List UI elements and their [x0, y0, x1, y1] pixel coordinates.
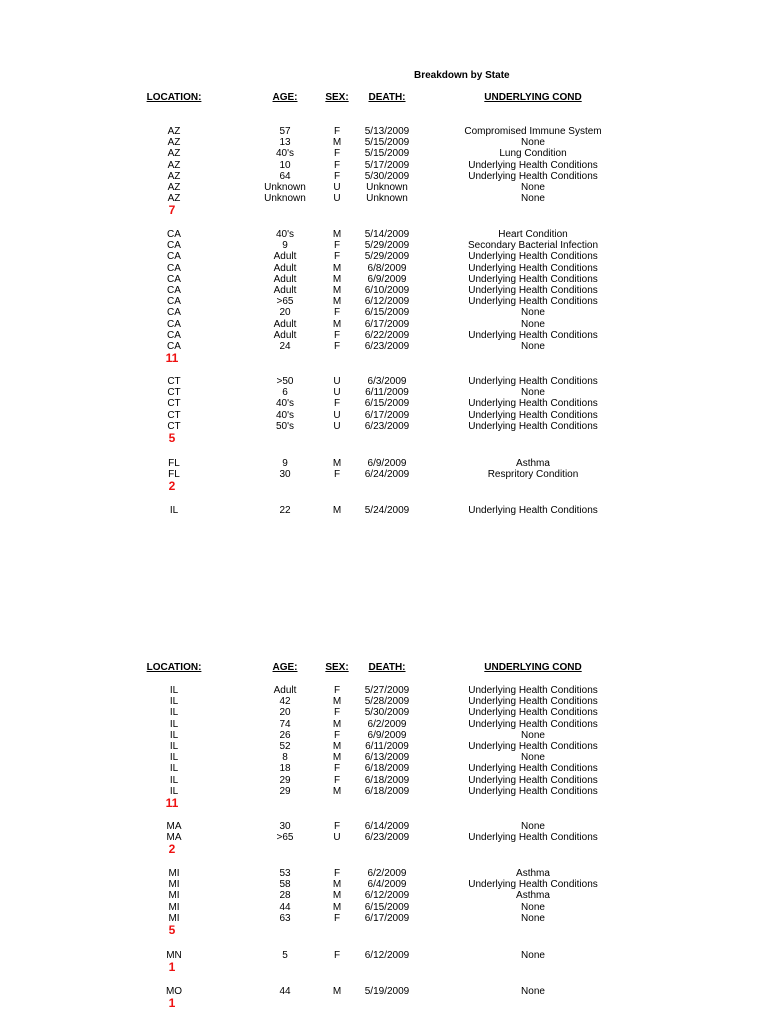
cell-condition: None [521, 821, 545, 832]
cell-condition: Underlying Health Conditions [468, 832, 598, 844]
cell-age: Adult [273, 251, 297, 263]
cell-sex: M [332, 285, 342, 296]
cell-death: 6/11/2009 [365, 387, 409, 399]
cell-sex: F [333, 251, 341, 263]
cell-age: Adult [273, 285, 297, 296]
cell-condition: None [521, 986, 545, 997]
cell-condition: Underlying Health Conditions [468, 718, 598, 730]
cell-sex: U [333, 420, 341, 432]
cell-location: CT [167, 398, 181, 410]
cell-age: 22 [279, 505, 291, 516]
cell-location: CT [167, 376, 181, 387]
cell-death: 6/12/2009 [364, 890, 410, 902]
cell-death: 6/23/2009 [364, 832, 410, 844]
cell-death: 6/9/2009 [367, 273, 407, 285]
cell-location: AZ [167, 148, 181, 160]
cell-condition: Underlying Health Conditions [468, 273, 598, 285]
cell-death: 5/27/2009 [364, 685, 410, 696]
cell-death: 6/12/2009 [364, 950, 410, 961]
cell-condition: None [521, 387, 545, 399]
cell-age: 40's [275, 398, 295, 410]
cell-condition: Underlying Health Conditions [468, 409, 598, 421]
cell-condition: Underlying Health Conditions [468, 774, 598, 786]
cell-location: CA [167, 229, 181, 240]
cell-condition: Lung Condition [499, 148, 567, 160]
column-header-sex: SEX: [325, 92, 349, 103]
cell-condition: None [521, 137, 545, 149]
cell-death: 5/28/2009 [364, 696, 410, 708]
cell-condition: None [521, 307, 545, 319]
cell-location: MN [166, 950, 182, 961]
cell-condition: Heart Condition [498, 229, 568, 240]
cell-location: MI [168, 890, 180, 902]
cell-death: 6/23/2009 [364, 420, 410, 432]
cell-age: Unknown [264, 193, 306, 205]
cell-sex: M [332, 296, 342, 308]
cell-location: IL [169, 729, 179, 741]
cell-sex: F [333, 707, 341, 719]
cell-condition: Asthma [516, 458, 550, 469]
cell-sex: U [333, 387, 341, 399]
cell-sex: F [333, 159, 341, 171]
cell-death: 6/11/2009 [365, 741, 409, 752]
column-header-sex: SEX: [325, 662, 349, 673]
cell-age: 63 [279, 912, 291, 924]
cell-location: CA [167, 251, 181, 263]
cell-condition: Underlying Health Conditions [468, 420, 598, 432]
cell-death: 6/18/2009 [364, 774, 410, 786]
cell-death: 6/4/2009 [367, 879, 407, 891]
cell-death: 6/15/2009 [364, 398, 410, 410]
cell-condition: None [521, 901, 545, 913]
cell-location: IL [169, 505, 179, 516]
cell-condition: Underlying Health Conditions [468, 763, 598, 775]
cell-death: 5/30/2009 [364, 170, 410, 182]
cell-sex: M [332, 718, 342, 730]
cell-location: MI [168, 912, 180, 924]
state-total-ca: 11 [165, 351, 179, 366]
column-header-age: AGE: [272, 92, 298, 103]
cell-condition: Underlying Health Conditions [468, 329, 598, 341]
cell-location: MA [166, 832, 182, 844]
cell-death: 5/15/2009 [364, 137, 410, 149]
cell-location: CA [167, 307, 181, 319]
cell-sex: F [333, 126, 341, 137]
cell-age: 58 [279, 879, 291, 891]
cell-location: CA [167, 285, 181, 296]
cell-location: IL [169, 718, 179, 730]
cell-sex: M [332, 879, 342, 891]
cell-death: 5/24/2009 [364, 505, 410, 516]
cell-age: >50 [276, 376, 294, 387]
state-total-mi: 5 [168, 923, 176, 937]
cell-condition: Underlying Health Conditions [468, 879, 598, 891]
cell-condition: Secondary Bacterial Infection [467, 240, 599, 252]
cell-age: 64 [279, 170, 291, 182]
cell-sex: U [333, 182, 341, 193]
state-total-fl: 2 [168, 479, 176, 494]
cell-sex: F [333, 685, 341, 696]
cell-location: MI [168, 868, 180, 879]
cell-sex: U [333, 193, 341, 205]
cell-death: 6/9/2009 [367, 729, 407, 741]
column-header-age: AGE: [272, 662, 298, 673]
cell-location: CT [167, 387, 181, 399]
cell-location: CA [167, 273, 181, 285]
cell-sex: M [332, 318, 342, 330]
cell-sex: F [333, 148, 341, 160]
cell-condition: Underlying Health Conditions [468, 296, 598, 308]
cell-death: 6/12/2009 [364, 296, 410, 308]
cell-age: Adult [273, 329, 297, 341]
cell-condition: Underlying Health Conditions [468, 376, 598, 387]
cell-death: 5/14/2009 [364, 229, 410, 240]
cell-condition: Underlying Health Conditions [468, 285, 598, 296]
cell-death: 6/13/2009 [364, 752, 410, 764]
cell-location: MO [165, 986, 183, 997]
cell-location: CT [167, 409, 181, 421]
cell-sex: F [333, 868, 341, 879]
cell-sex: M [332, 741, 342, 752]
cell-sex: U [333, 832, 341, 844]
cell-condition: None [521, 193, 545, 205]
column-header-death: DEATH: [368, 662, 406, 673]
cell-sex: M [332, 229, 342, 240]
cell-condition: Asthma [516, 868, 550, 879]
cell-sex: M [332, 137, 342, 149]
cell-age: 40's [275, 409, 295, 421]
column-header-location: LOCATION: [146, 92, 202, 103]
cell-death: 6/2/2009 [367, 868, 407, 879]
cell-sex: F [333, 170, 341, 182]
cell-sex: M [332, 458, 342, 469]
state-total-ma: 2 [168, 842, 176, 857]
cell-location: AZ [167, 170, 181, 182]
cell-location: CA [167, 341, 181, 352]
cell-age: Adult [273, 685, 297, 696]
cell-age: 30 [279, 469, 291, 481]
cell-sex: F [333, 469, 341, 481]
cell-condition: Underlying Health Conditions [468, 505, 598, 516]
cell-sex: U [333, 409, 341, 421]
cell-age: 8 [282, 752, 288, 764]
cell-location: AZ [167, 137, 181, 149]
cell-death: 5/29/2009 [364, 240, 410, 252]
cell-age: >65 [276, 832, 294, 844]
cell-age: 29 [279, 774, 291, 786]
cell-age: 13 [279, 137, 291, 149]
cell-location: IL [169, 741, 179, 752]
column-header-location: LOCATION: [146, 662, 202, 673]
cell-condition: Underlying Health Conditions [468, 262, 598, 274]
cell-age: 26 [279, 729, 291, 741]
cell-age: 6 [282, 387, 288, 399]
cell-age: 30 [279, 821, 291, 832]
cell-age: 40's [275, 148, 295, 160]
cell-sex: M [332, 696, 342, 708]
cell-age: 9 [282, 458, 288, 469]
cell-death: 6/17/2009 [364, 912, 410, 924]
cell-death: 5/13/2009 [364, 126, 410, 137]
cell-death: 6/23/2009 [364, 341, 410, 352]
cell-location: IL [169, 696, 179, 708]
state-total-mo: 1 [168, 996, 176, 1011]
cell-death: 5/29/2009 [364, 251, 410, 263]
cell-sex: M [332, 262, 342, 274]
cell-age: 20 [279, 707, 291, 719]
cell-location: CA [167, 329, 181, 341]
cell-condition: None [521, 182, 545, 193]
cell-location: CA [167, 318, 181, 330]
column-header-cond: UNDERLYING COND [484, 662, 582, 673]
state-total-mn: 1 [168, 960, 176, 975]
cell-age: 53 [279, 868, 291, 879]
cell-location: FL [168, 469, 180, 481]
state-total-il: 11 [165, 796, 179, 810]
cell-age: 10 [279, 159, 291, 171]
cell-death: 6/8/2009 [367, 262, 407, 274]
cell-condition: Underlying Health Conditions [468, 685, 598, 696]
cell-age: 9 [282, 240, 288, 252]
cell-sex: F [333, 307, 341, 319]
cell-condition: None [521, 341, 545, 352]
cell-location: IL [169, 707, 179, 719]
cell-death: 6/17/2009 [364, 318, 410, 330]
cell-death: 6/24/2009 [364, 469, 410, 481]
cell-age: 50's [275, 420, 295, 432]
cell-age: 44 [279, 901, 291, 913]
cell-location: IL [169, 774, 179, 786]
cell-death: 5/19/2009 [364, 986, 410, 997]
cell-location: IL [169, 763, 179, 775]
cell-sex: M [332, 890, 342, 902]
cell-condition: None [521, 912, 545, 924]
cell-death: Unknown [366, 182, 408, 193]
cell-sex: F [333, 763, 341, 775]
cell-location: IL [169, 685, 179, 696]
cell-death: 6/15/2009 [364, 307, 410, 319]
cell-age: Adult [273, 262, 297, 274]
cell-sex: F [333, 729, 341, 741]
cell-age: 24 [279, 341, 291, 352]
cell-sex: M [332, 752, 342, 764]
cell-sex: M [332, 785, 342, 797]
cell-death: 6/15/2009 [364, 901, 410, 913]
cell-death: Unknown [366, 193, 408, 205]
page-title: Breakdown by State [414, 70, 510, 81]
cell-age: 20 [279, 307, 291, 319]
cell-death: 6/22/2009 [364, 329, 410, 341]
cell-condition: Underlying Health Conditions [468, 696, 598, 708]
cell-condition: Respritory Condition [487, 469, 579, 481]
cell-location: FL [168, 458, 180, 469]
cell-condition: Underlying Health Conditions [468, 707, 598, 719]
cell-death: 5/15/2009 [364, 148, 410, 160]
cell-sex: M [332, 901, 342, 913]
cell-condition: Underlying Health Conditions [468, 398, 598, 410]
cell-death: 6/3/2009 [367, 376, 407, 387]
cell-location: MI [168, 879, 180, 891]
cell-age: Adult [273, 318, 297, 330]
cell-sex: M [332, 986, 342, 997]
cell-condition: None [521, 752, 545, 764]
cell-location: IL [169, 785, 179, 797]
cell-location: MI [168, 901, 180, 913]
cell-condition: Underlying Health Conditions [468, 170, 598, 182]
cell-age: 42 [279, 696, 291, 708]
cell-age: 18 [279, 763, 291, 775]
cell-condition: Underlying Health Conditions [468, 785, 598, 797]
cell-location: AZ [167, 126, 181, 137]
cell-sex: F [333, 398, 341, 410]
state-total-az: 7 [168, 203, 176, 218]
cell-sex: F [333, 821, 341, 832]
cell-age: Adult [273, 273, 297, 285]
cell-age: Unknown [264, 182, 306, 193]
cell-sex: F [333, 329, 341, 341]
cell-condition: Underlying Health Conditions [468, 159, 598, 171]
cell-sex: F [333, 240, 341, 252]
cell-condition: Asthma [516, 890, 550, 902]
cell-condition: None [521, 729, 545, 741]
cell-sex: F [333, 950, 341, 961]
column-header-death: DEATH: [368, 92, 406, 103]
cell-age: 40's [275, 229, 295, 240]
cell-death: 6/18/2009 [364, 763, 410, 775]
cell-location: AZ [167, 182, 181, 193]
cell-age: 29 [279, 785, 291, 797]
cell-location: MA [166, 821, 182, 832]
cell-condition: Underlying Health Conditions [468, 741, 598, 752]
cell-death: 5/30/2009 [364, 707, 410, 719]
cell-sex: F [333, 341, 341, 352]
cell-death: 6/2/2009 [367, 718, 407, 730]
cell-sex: U [333, 376, 341, 387]
cell-age: 28 [279, 890, 291, 902]
cell-location: CT [167, 420, 181, 432]
cell-age: >65 [276, 296, 294, 308]
cell-location: CA [167, 296, 181, 308]
cell-death: 6/14/2009 [364, 821, 410, 832]
cell-death: 6/18/2009 [364, 785, 410, 797]
cell-location: IL [169, 752, 179, 764]
cell-condition: None [521, 950, 545, 961]
cell-age: 57 [279, 126, 291, 137]
cell-location: AZ [167, 159, 181, 171]
cell-death: 5/17/2009 [364, 159, 410, 171]
cell-condition: Underlying Health Conditions [468, 251, 598, 263]
cell-age: 74 [279, 718, 291, 730]
cell-sex: M [332, 273, 342, 285]
cell-age: 52 [279, 741, 291, 752]
cell-age: 5 [282, 950, 288, 961]
cell-age: 44 [279, 986, 291, 997]
cell-sex: F [333, 912, 341, 924]
state-total-ct: 5 [168, 431, 176, 445]
cell-death: 6/10/2009 [364, 285, 410, 296]
cell-condition: None [521, 318, 545, 330]
column-header-cond: UNDERLYING COND [484, 92, 582, 103]
cell-sex: F [333, 774, 341, 786]
cell-death: 6/9/2009 [367, 458, 407, 469]
cell-condition: Compromised Immune System [464, 126, 602, 137]
cell-location: AZ [167, 193, 181, 205]
cell-death: 6/17/2009 [364, 409, 410, 421]
cell-sex: M [332, 505, 342, 516]
cell-location: CA [167, 240, 181, 252]
cell-location: CA [167, 262, 181, 274]
